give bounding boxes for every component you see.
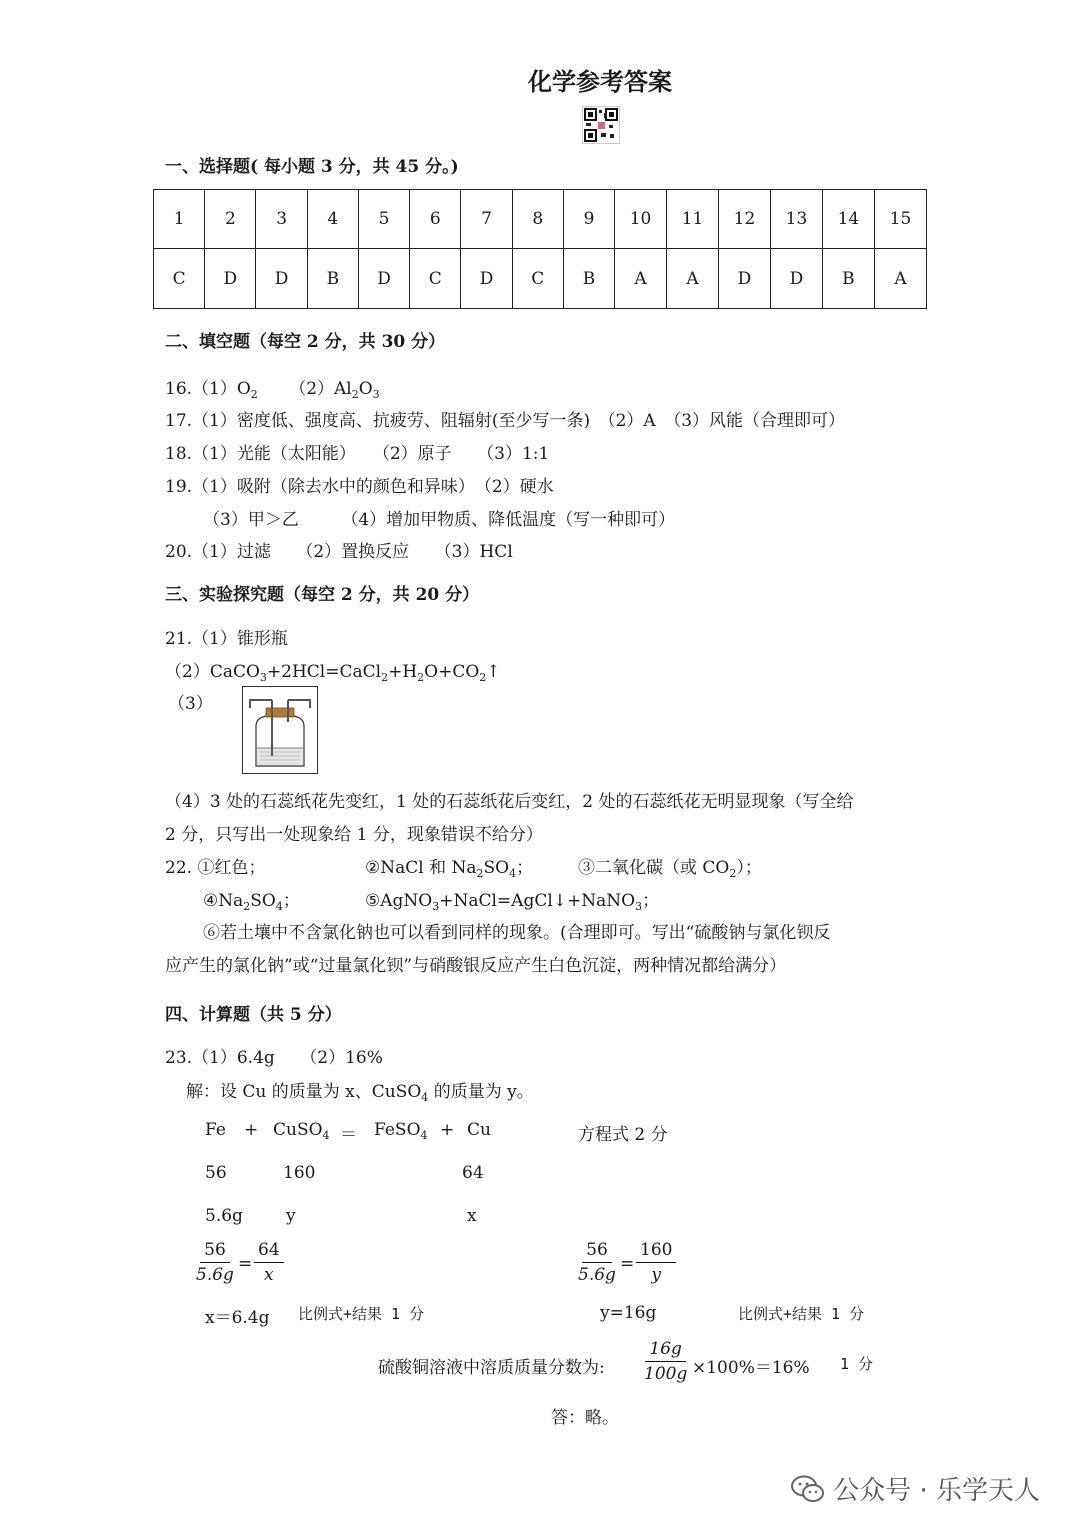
q23-line: 23.（1）6.4g （2）16% (165, 1048, 383, 1068)
q22-c: ③二氧化碳（或 $CO_2$）； (578, 858, 762, 880)
q17-line: 17.（1）密度低、强度高、抗疲劳、阻辐射(至少写一条) （2）A （3）风能（合理即可） (165, 411, 846, 431)
answer-cell: B (307, 249, 358, 309)
question-number-cell: 7 (461, 190, 512, 249)
q21-3-label: （3） (168, 694, 213, 714)
answer-cell: D (256, 249, 307, 309)
answer-cell: D (358, 249, 409, 309)
q22-b: ②NaCl 和 $Na_2SO_4$； (365, 858, 534, 880)
mass-56: 56 (205, 1163, 227, 1183)
eq-note: 方程式 2 分 (578, 1125, 668, 1145)
eq-plus2: + (440, 1120, 455, 1140)
question-number-row (154, 190, 927, 249)
answer-cell: B (822, 249, 874, 309)
q21-2-line: $(2)CaCO_3+2HCl=CaCl_2+H_2O+CO_2↑$ (165, 662, 501, 684)
fraction-16g-over-100g: $\frac{16g}{100g}$ (644, 1339, 688, 1384)
question-number-cell: 2 (205, 190, 256, 249)
watermark (791, 1470, 1040, 1507)
qr-code (582, 106, 620, 144)
answer-cell: C (512, 249, 563, 309)
question-number-cell: 14 (822, 190, 874, 249)
section2-heading: 二、填空题（每空 2 分，共 30 分） (165, 332, 446, 352)
gas-bottle-apparatus-icon (242, 686, 318, 774)
eq-plus1: + (244, 1120, 259, 1140)
question-number-cell: 6 (410, 190, 461, 249)
q22-f-line2: 应产生的氯化钠”或“过量氯化钡”与硝酸银反应产生白色沉淀，两种情况都给满分） (165, 956, 787, 976)
eq-cuso4: CuSO$_4$ (273, 1120, 330, 1142)
q22-f-line1: ⑥若土壤中不含氯化钠也可以看到同样的现象。(合理即可。写出“硫酸钠与氯化钡反 (203, 923, 831, 943)
mass-160: 160 (283, 1163, 316, 1183)
section4-heading: 四、计算题（共 5 分） (165, 1005, 342, 1025)
q20-line: 20.（1）过滤 （2）置换反应 （3）HCl (165, 542, 513, 562)
fraction-equals-1: = (238, 1254, 253, 1274)
page-title: 化学参考答案 (528, 67, 672, 96)
fraction-64-over-x: $\frac{64}{x}$ (254, 1240, 284, 1285)
answer-cell: D (719, 249, 771, 309)
answer-cell: A (667, 249, 719, 309)
fraction-56-over-5.6g-2: $\frac{56}{5.6g}$ (578, 1240, 616, 1285)
section3-heading: 三、实验探究题（每空 2 分，共 20 分） (165, 585, 480, 605)
q18-line: 18.（1）光能（太阳能） （2）原子 （3）1:1 (165, 444, 550, 464)
percent-label: 硫酸铜溶液中溶质质量分数为: (378, 1358, 605, 1378)
percent-note: 1 分 (840, 1355, 874, 1373)
q22-d: $④Na_2SO_4$； (203, 891, 300, 913)
y-note: 比例式+结果 1 分 (738, 1305, 865, 1323)
answer-cell: D (770, 249, 822, 309)
fraction-equals-2: = (620, 1254, 635, 1274)
percent-result: ×100%＝16% (692, 1358, 810, 1378)
q21-4-line1: （4）3 处的石蕊纸花先变红，1 处的石蕊纸花后变红，2 处的石蕊纸花无明显现象（写全给 (165, 792, 854, 812)
question-number-cell: 13 (770, 190, 822, 249)
q19-line2: （3）甲＞乙 （4）增加甲物质、降低温度（写一种即可） (203, 510, 676, 530)
val-fe: 5.6g (205, 1206, 243, 1226)
q16-line: $16.(1)O_2$ $(2)Al_2O_3$ (165, 379, 380, 401)
q21-1-line: 21.（1）锥形瓶 (165, 629, 288, 649)
fraction-160-over-y: $\frac{160}{y}$ (636, 1240, 676, 1285)
answer-cell: D (205, 249, 256, 309)
question-number-cell: 5 (358, 190, 409, 249)
y-result: y=16g (600, 1303, 657, 1323)
q22-e: ⑤AgNO$_3$+NaCl=AgCl↓+NaNO$_3$； (365, 891, 660, 913)
question-number-cell: 1 (154, 190, 205, 249)
question-number-cell: 9 (563, 190, 614, 249)
answer-row (154, 249, 927, 309)
answer-cell: C (410, 249, 461, 309)
answer-cell: D (461, 249, 512, 309)
answer-cell: B (563, 249, 614, 309)
answer-cell: A (874, 249, 926, 309)
question-number-cell: 15 (874, 190, 926, 249)
eq-fe: Fe (205, 1120, 226, 1140)
question-number-cell: 10 (615, 190, 667, 249)
val-x: x (467, 1206, 477, 1226)
final-answer: 答：略。 (551, 1408, 619, 1428)
eq-feso4: FeSO$_4$ (374, 1120, 428, 1142)
watermark-text: 公众号 · 乐学天人 (833, 1476, 1040, 1506)
q21-4-line2: 2 分，只写出一处现象给 1 分，现象错误不给分） (165, 825, 543, 845)
val-y: y (286, 1206, 296, 1226)
answer-cell: A (615, 249, 667, 309)
solve-line: 解：设 Cu 的质量为 x、CuSO$_4$ 的质量为 y。 (186, 1082, 534, 1104)
question-number-cell: 8 (512, 190, 563, 249)
q22-a: 22. ①红色； (165, 858, 266, 878)
question-number-cell: 4 (307, 190, 358, 249)
question-number-cell: 11 (667, 190, 719, 249)
x-result: x＝6.4g (205, 1308, 270, 1328)
question-number-cell: 12 (719, 190, 771, 249)
question-number-cell: 3 (256, 190, 307, 249)
q19-line1: 19.（1）吸附（除去水中的颜色和异味） （2）硬水 (165, 477, 554, 497)
x-note: 比例式+结果 1 分 (298, 1305, 425, 1323)
answer-table (153, 189, 927, 309)
mass-64: 64 (462, 1163, 484, 1183)
answer-cell: C (154, 249, 205, 309)
wechat-icon (791, 1475, 825, 1503)
eq-equals: ＝ (340, 1125, 357, 1145)
section1-heading: 一、选择题( 每小题 3 分，共 45 分。) (165, 157, 459, 177)
eq-cu: Cu (467, 1120, 491, 1140)
fraction-56-over-5.6g: $\frac{56}{5.6g}$ (196, 1240, 234, 1285)
